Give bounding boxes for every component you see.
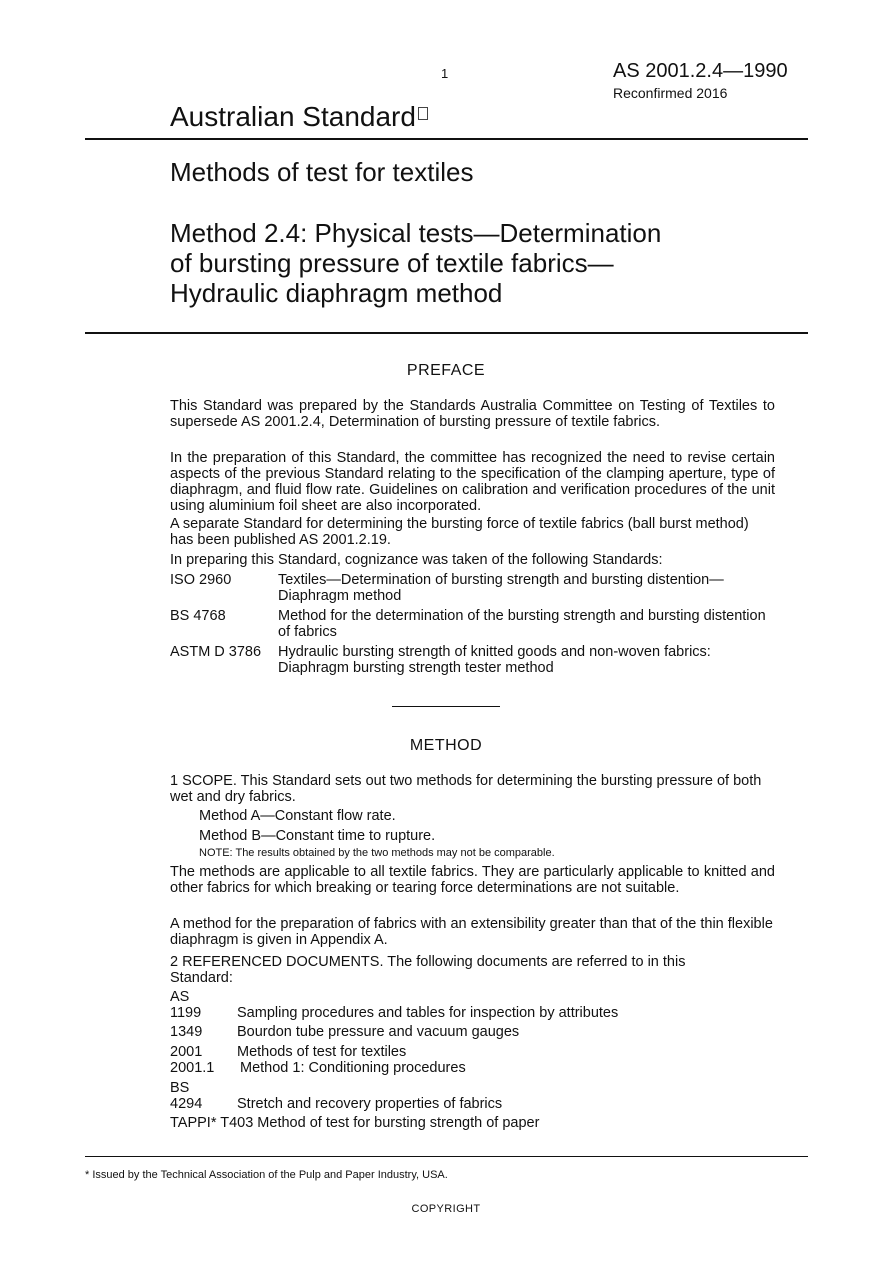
referenced-docs-line: 2 REFERENCED DOCUMENTS. The following documents are referred to in this	[170, 954, 686, 970]
doc-number: 2001.1	[170, 1060, 215, 1076]
doc-number: 1349	[170, 1024, 203, 1040]
brand-text: Australian Standard	[170, 101, 416, 132]
note-text: NOTE: The results obtained by the two methods may not be comparable.	[199, 847, 555, 859]
tappi-reference: TAPPI* T403 Method of test for bursting strength of paper	[170, 1115, 540, 1131]
section-divider	[392, 706, 500, 707]
doc-title: Stretch and recovery properties of fabrics	[237, 1096, 503, 1112]
footnote: * Issued by the Technical Association of the Pulp and Paper Industry, USA.	[85, 1169, 448, 1181]
copyright-notice: COPYRIGHT	[411, 1203, 481, 1215]
reference-description: Textiles—Determination of bursting strength and bursting distention—Diaphragm method	[278, 572, 724, 604]
standard-number: AS 2001.2.4—1990	[613, 60, 788, 82]
reference-code: ISO 2960	[170, 572, 232, 588]
reference-description: Hydraulic bursting strength of knitted goods and non-woven fabrics: Diaphragm bursting strength tester method	[278, 644, 711, 676]
preface-paragraph: This Standard was prepared by the Standards Australia Committee on Testing of Textiles to supersede AS 2001.2.4, Determination of bursting pressure of textile fabrics.	[170, 398, 775, 430]
preface-heading: PREFACE	[406, 362, 486, 379]
referenced-docs-heading	[170, 954, 775, 986]
appendix-paragraph: A method for the preparation of fabrics with an extensibility greater than that of the thin flexible diaphragm is given in Appendix A.	[170, 916, 773, 948]
reference-code: BS 4768	[170, 608, 226, 624]
doc-title: Sampling procedures and tables for inspection by attributes	[237, 1005, 619, 1021]
doc-number: 2001	[170, 1044, 203, 1060]
registered-mark-icon	[418, 107, 428, 120]
preface-paragraph: In the preparation of this Standard, the committee has recognized the need to revise certain aspects of the previous Standard relating to the specification of the clamping aperture, type of diaphragm, and fluid flow rate. Guidelines on calibration and verification procedures of the unit using aluminium foil sheet are also incorporated.	[170, 450, 775, 514]
doc-title: Bourdon tube pressure and vacuum gauges	[237, 1024, 520, 1040]
doc-group-label: BS	[170, 1080, 190, 1096]
reference-code: ASTM D 3786	[170, 644, 262, 660]
doc-group-label: AS	[170, 989, 190, 1005]
title-divider	[85, 332, 808, 334]
applicability-paragraph: The methods are applicable to all textile fabrics. They are particularly applicable to knitted and other fabrics for which breaking or tearing force determinations are not suitable.	[170, 864, 775, 896]
method-title-line: Hydraulic diaphragm method	[170, 278, 503, 308]
method-b-item: Method B—Constant time to rupture.	[199, 828, 436, 844]
brand-heading	[170, 101, 428, 133]
doc-number: 4294	[170, 1096, 203, 1112]
footnote-divider	[85, 1156, 808, 1157]
reconfirmed-date: Reconfirmed 2016	[613, 85, 728, 101]
preface-paragraph: In preparing this Standard, cognizance was taken of the following Standards:	[170, 552, 663, 568]
method-title	[170, 218, 661, 308]
method-a-item: Method A—Constant flow rate.	[199, 808, 396, 824]
reference-description: Method for the determination of the bursting strength and bursting distention of fabrics	[278, 608, 766, 640]
method-title-line: Method 2.4: Physical tests—Determination	[170, 218, 662, 248]
method-title-line: of bursting pressure of textile fabrics—	[170, 248, 614, 278]
doc-title: Method 1: Conditioning procedures	[240, 1060, 466, 1076]
referenced-docs-line: Standard:	[170, 970, 233, 986]
top-divider	[85, 138, 808, 140]
page-number: 1	[441, 66, 449, 81]
doc-title: Methods of test for textiles	[237, 1044, 407, 1060]
preface-paragraph: A separate Standard for determining the bursting force of textile fabrics (ball burst method) has been published AS 2001.2.19.	[170, 516, 749, 548]
method-heading: METHOD	[409, 737, 483, 754]
scope-paragraph: 1 SCOPE. This Standard sets out two methods for determining the bursting pressure of both wet and dry fabrics.	[170, 773, 762, 805]
doc-number: 1199	[170, 1005, 202, 1021]
series-title: Methods of test for textiles	[170, 157, 474, 187]
